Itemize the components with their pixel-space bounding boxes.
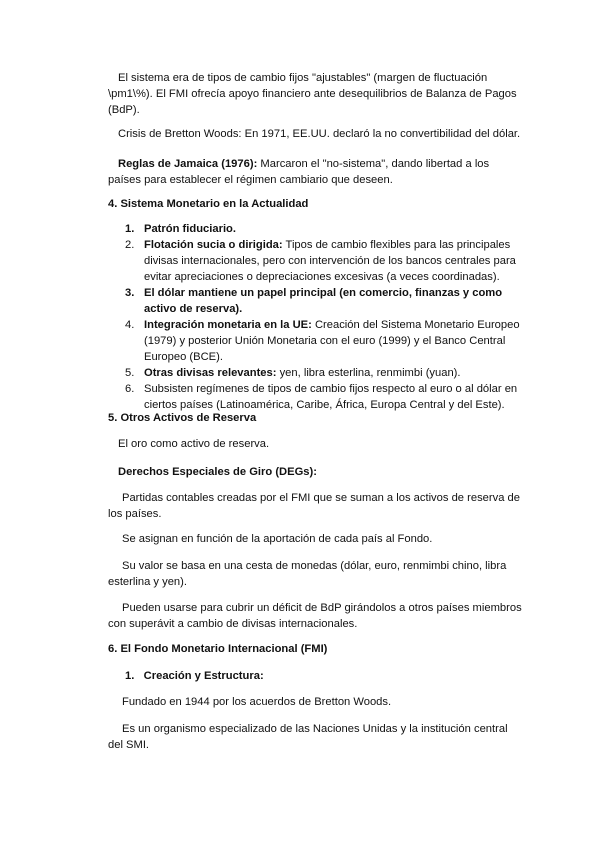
list-item-number: 2. bbox=[125, 239, 135, 251]
section-6-subheading bbox=[125, 668, 264, 684]
list-item bbox=[108, 285, 528, 317]
degs-heading: Derechos Especiales de Giro (DEGs): bbox=[118, 466, 317, 478]
degs-paragraph-4: Pueden usarse para cubrir un déficit de BdP girándolos a otros países miembros con superávit a cambio de divisas internacionales. bbox=[108, 602, 522, 630]
list-item-text: Tipos de cambio flexibles para las principales divisas internacionales, pero con intervención de los bancos centrales para evitar apreciaciones o depreciaciones excesivas (a veces coordinadas). bbox=[144, 239, 516, 283]
imf-organism-paragraph: Es un organismo especializado de las Naciones Unidas y la institución central del SMI. bbox=[108, 723, 508, 751]
list-item bbox=[108, 221, 528, 237]
list-item-text: yen, libra esterlina, renmimbi (yuan). bbox=[276, 367, 461, 379]
list-item-bold: Patrón fiduciario. bbox=[144, 223, 236, 235]
degs-paragraph-3: Su valor se basa en una cesta de monedas (dólar, euro, renmimbi chino, libra esterlina y yen). bbox=[108, 560, 507, 588]
intro-paragraph-jamaica-rules bbox=[108, 156, 524, 188]
gold-reserve-paragraph: El oro como activo de reserva. bbox=[118, 438, 270, 450]
list-item-bold: El dólar mantiene un papel principal (en comercio, finanzas y como activo de reserva). bbox=[144, 287, 503, 315]
degs-paragraph-2: Se asignan en función de la aportación de cada país al Fondo. bbox=[122, 533, 433, 545]
list-item-text: Subsisten regímenes de tipos de cambio fijos respecto al euro o al dólar en ciertos países (Latinoamérica, Caribe, África, Europa Central y del Este). bbox=[144, 383, 518, 411]
list-item-bold: Otras divisas relevantes: bbox=[144, 367, 277, 379]
list-item-number: 3. bbox=[125, 287, 135, 299]
list-item bbox=[108, 317, 528, 365]
list-item bbox=[108, 381, 528, 413]
list-item-bold: Flotación sucia o dirigida: bbox=[144, 239, 283, 251]
list-item-number: 5. bbox=[125, 367, 135, 379]
intro-paragraph-exchange-system: El sistema era de tipos de cambio fijos "ajustables" (margen de fluctuación \pm1\%). El FMI ofrecía apoyo financiero ante desequilibrios de Balanza de Pagos (BdP). bbox=[108, 72, 517, 116]
list-item-number: 1. bbox=[125, 223, 135, 235]
jamaica-rules-text: Marcaron el "no-sistema", dando libertad a los países para establecer el régimen cambiario que deseen. bbox=[108, 158, 490, 186]
section-5-heading: 5. Otros Activos de Reserva bbox=[108, 412, 257, 424]
list-item bbox=[108, 237, 528, 285]
list-item-number: 4. bbox=[125, 319, 135, 331]
section-6-heading: 6. El Fondo Monetario Internacional (FMI) bbox=[108, 643, 328, 655]
degs-paragraph-1: Partidas contables creadas por el FMI que se suman a los activos de reserva de los países. bbox=[108, 492, 520, 520]
imf-founded-paragraph: Fundado en 1944 por los acuerdos de Bretton Woods. bbox=[122, 696, 392, 708]
list-item-number: 6. bbox=[125, 383, 135, 395]
jamaica-rules-label: Reglas de Jamaica (1976): bbox=[118, 158, 258, 170]
section-4-heading: 4. Sistema Monetario en la Actualidad bbox=[108, 198, 309, 210]
list-item bbox=[108, 365, 528, 381]
section-4-list bbox=[108, 221, 528, 413]
subheading-text: Creación y Estructura: bbox=[143, 670, 264, 682]
list-item-bold: Integración monetaria en la UE: bbox=[144, 319, 312, 331]
list-item-text: Creación del Sistema Monetario Europeo (1979) y posterior Unión Monetaria con el euro (1999) y el Banco Central Europeo (BCE). bbox=[144, 319, 520, 363]
subheading-number: 1. bbox=[125, 670, 135, 682]
intro-paragraph-bretton-woods-crisis: Crisis de Bretton Woods: En 1971, EE.UU. declaró la no convertibilidad del dólar. bbox=[118, 128, 521, 140]
